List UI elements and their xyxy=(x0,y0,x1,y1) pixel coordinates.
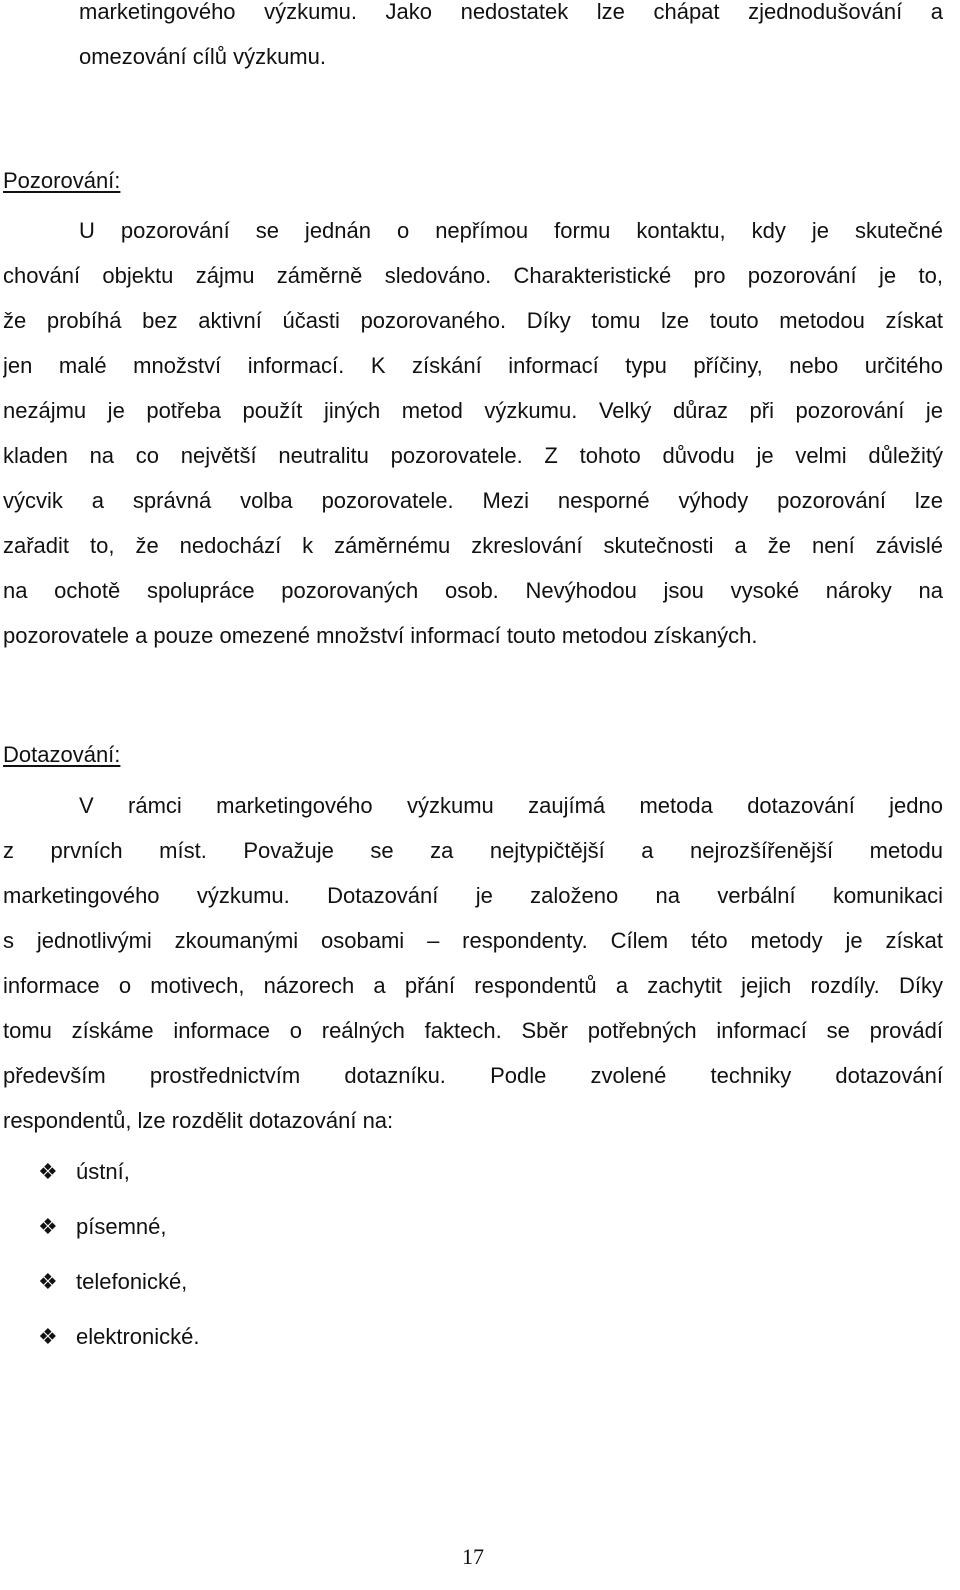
paragraph-line: s jednotlivými zkoumanými osobami – respondenty. Cílem této metody je získat xyxy=(3,928,943,953)
technique-list xyxy=(38,1157,200,1377)
paragraph-line: výcvik a správná volba pozorovatele. Mezi nesporné výhody pozorování lze xyxy=(3,488,943,513)
paragraph-line: marketingového výzkumu. Jako nedostatek lze chápat zjednodušování a xyxy=(79,0,943,24)
list-item-label: ústní, xyxy=(76,1159,130,1184)
paragraph-line: U pozorování se jednán o nepřímou formu kontaktu, kdy je skutečné xyxy=(79,218,943,243)
paragraph-line: zařadit to, že nedochází k záměrnému zkreslování skutečnosti a že není závislé xyxy=(3,533,943,558)
paragraph-line: jen malé množství informací. K získání informací typu příčiny, nebo určitého xyxy=(3,353,943,378)
paragraph-line: pozorovatele a pouze omezené množství informací touto metodou získaných. xyxy=(3,623,758,648)
diamond-bullet-icon: ❖ xyxy=(38,1324,58,1349)
paragraph-line: informace o motivech, názorech a přání respondentů a zachytit jejich rozdíly. Díky xyxy=(3,973,943,998)
list-item xyxy=(38,1212,200,1267)
paragraph-line: především prostřednictvím dotazníku. Podle zvolené techniky dotazování xyxy=(3,1063,943,1088)
list-item xyxy=(38,1157,200,1212)
page-number: 17 xyxy=(462,1544,484,1569)
paragraph-line: nezájmu je potřeba použít jiných metod výzkumu. Velký důraz při pozorování je xyxy=(3,398,943,423)
diamond-bullet-icon: ❖ xyxy=(38,1214,58,1239)
diamond-bullet-icon: ❖ xyxy=(38,1159,58,1184)
top-paragraph xyxy=(3,0,943,79)
paragraph-line: omezování cílů výzkumu. xyxy=(79,44,326,69)
list-item-label: elektronické. xyxy=(76,1324,200,1349)
section-heading-dotazovani: Dotazování: xyxy=(3,742,121,767)
list-item xyxy=(38,1322,200,1377)
list-item-label: písemné, xyxy=(76,1214,167,1239)
paragraph-line: kladen na co největší neutralitu pozorovatele. Z tohoto důvodu je velmi důležitý xyxy=(3,443,943,468)
dotazovani-paragraph xyxy=(3,783,943,1143)
paragraph-line: na ochotě spolupráce pozorovaných osob. Nevýhodou jsou vysoké nároky na xyxy=(3,578,943,603)
paragraph-line: V rámci marketingového výzkumu zaujímá metoda dotazování jedno xyxy=(79,793,943,818)
paragraph-line: marketingového výzkumu. Dotazování je založeno na verbální komunikaci xyxy=(3,883,943,908)
pozorovani-paragraph xyxy=(3,208,943,658)
paragraph-line: respondentů, lze rozdělit dotazování na: xyxy=(3,1108,394,1133)
paragraph-line: z prvních míst. Považuje se za nejtypičtější a nejrozšířenější metodu xyxy=(3,838,943,863)
paragraph-line: tomu získáme informace o reálných faktech. Sběr potřebných informací se provádí xyxy=(3,1018,943,1043)
section-heading-pozorovani: Pozorování: xyxy=(3,168,121,193)
list-item xyxy=(38,1267,200,1322)
list-item-label: telefonické, xyxy=(76,1269,188,1294)
paragraph-line: že probíhá bez aktivní účasti pozorovaného. Díky tomu lze touto metodou získat xyxy=(3,308,943,333)
diamond-bullet-icon: ❖ xyxy=(38,1269,58,1294)
paragraph-line: chování objektu zájmu záměrně sledováno. Charakteristické pro pozorování je to, xyxy=(3,263,943,288)
